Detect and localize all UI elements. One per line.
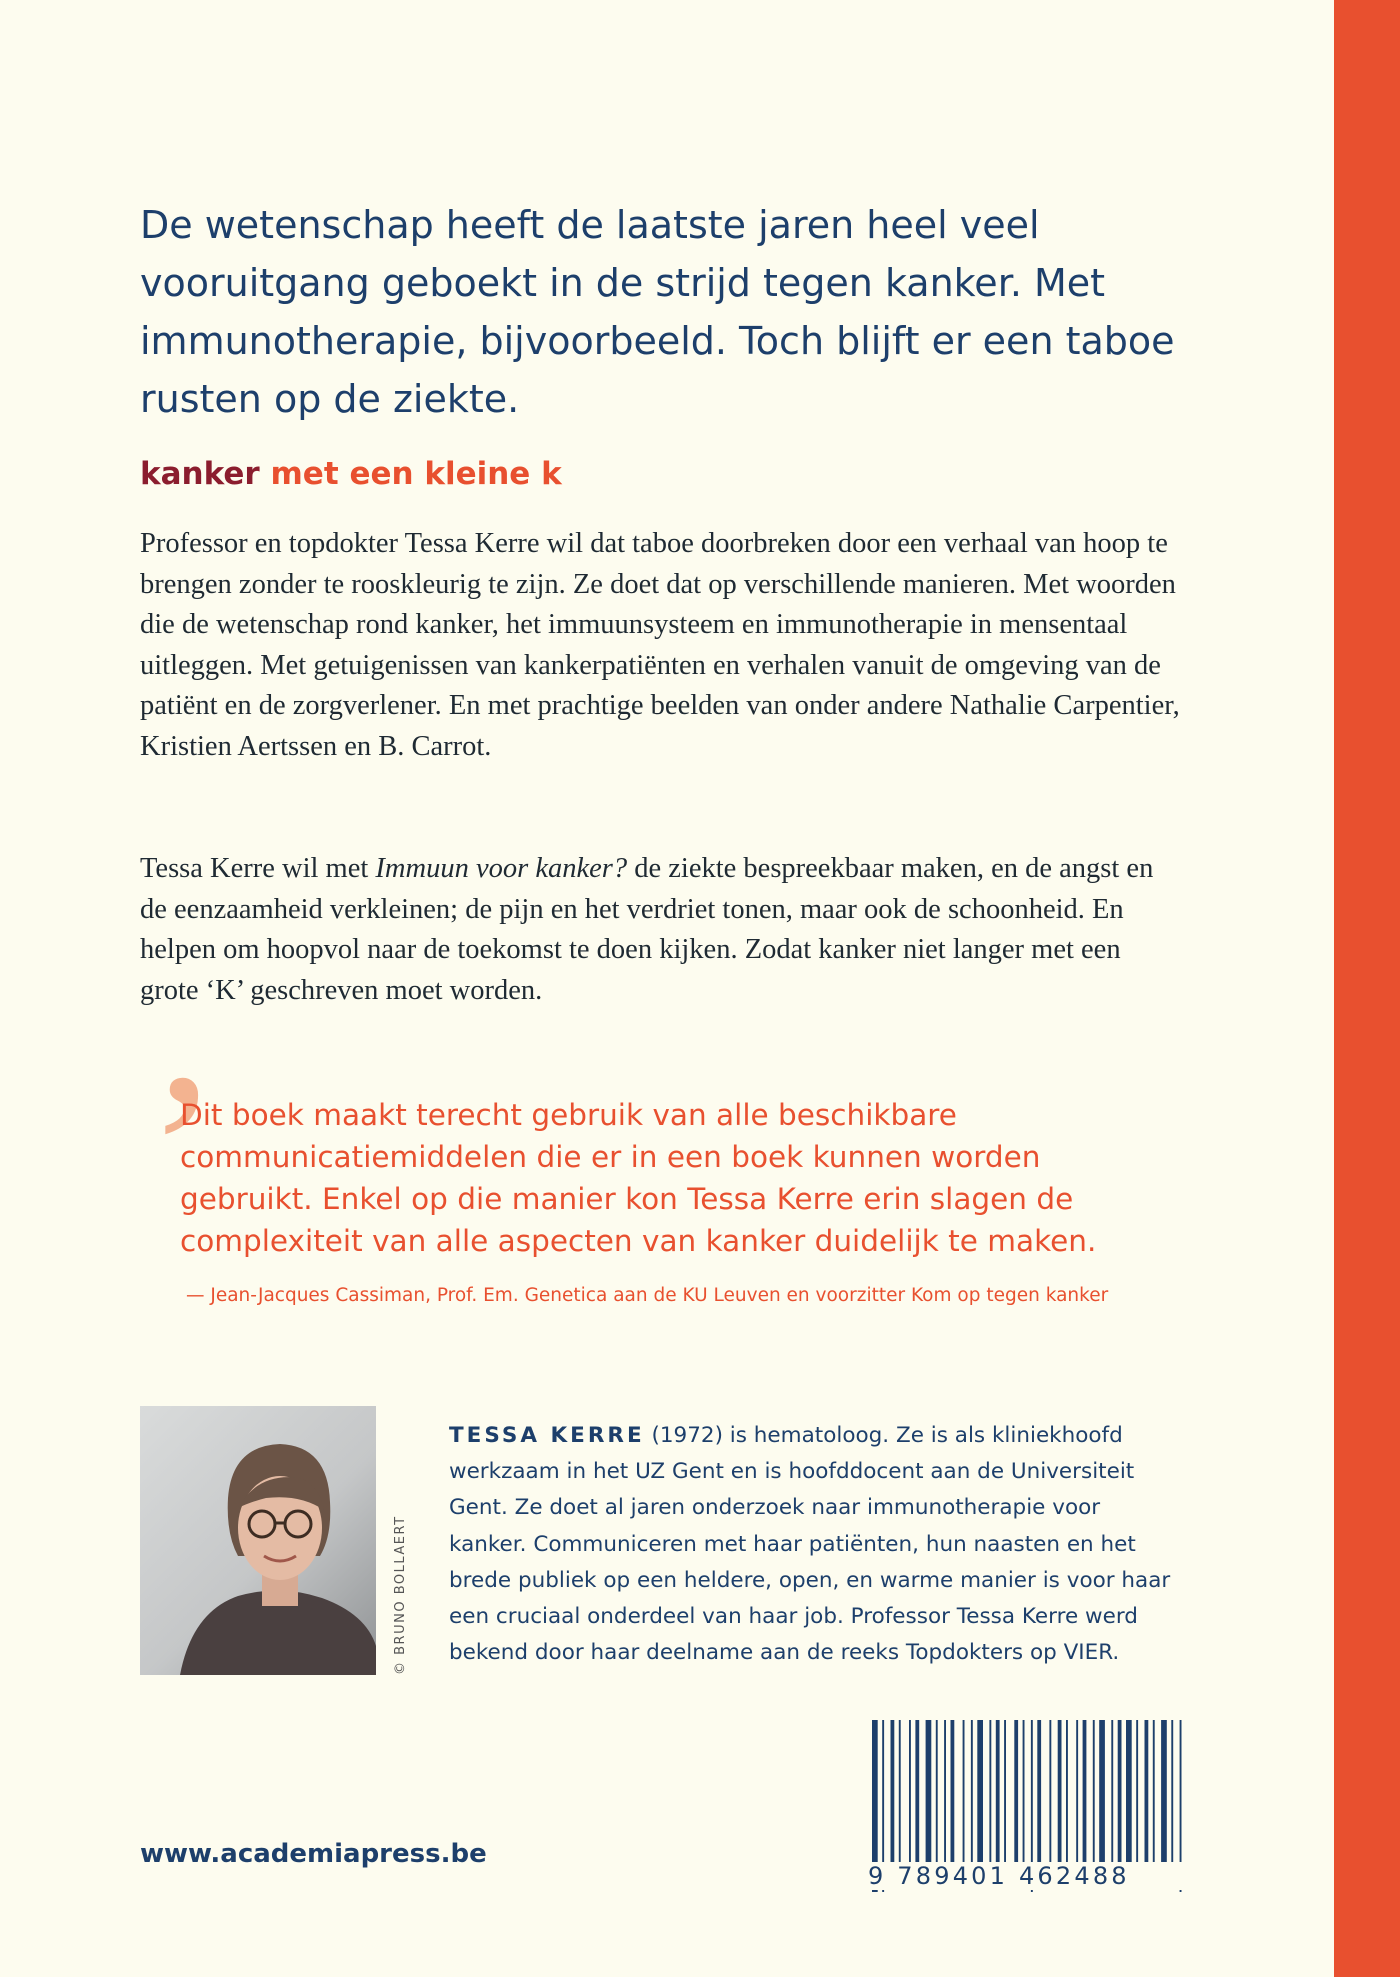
barcode-bar: [1076, 1720, 1078, 1864]
barcode-bar: [1126, 1720, 1132, 1864]
barcode-bar: [899, 1720, 901, 1864]
barcode-bar: [909, 1720, 911, 1864]
barcode-bar: [1153, 1720, 1155, 1864]
section-heading: [140, 452, 562, 496]
barcode-bar: [996, 1720, 1000, 1864]
barcode-bar: [1145, 1720, 1149, 1864]
quote-text: Dit boek maakt terecht gebruik van alle beschikbare communicatiemiddelen die er in een boek kunnen worden gebruikt. Enkel op die manier kon Tessa Kerre erin slagen de complexiteit van alle aspecten van kanker duidelijk te maken.: [180, 1098, 1097, 1258]
author-bio: [449, 1418, 1179, 1671]
barcode-bar: [951, 1720, 955, 1864]
author-name: TESSA KERRE: [449, 1423, 645, 1448]
barcode-bar: [944, 1720, 946, 1864]
barcode-bar: [1023, 1720, 1025, 1864]
barcode-bar: [936, 1720, 938, 1864]
barcode-bar: [1049, 1720, 1051, 1864]
publisher-website: www.academiapress.be: [140, 1839, 487, 1869]
barcode-bar: [989, 1720, 991, 1864]
barcode-bar: [1058, 1720, 1062, 1864]
author-bio-text: (1972) is hematoloog. Ze is als kliniekhoofd werkzaam in het UZ Gent en is hoofddocent aan de Universiteit Gent. Ze doet al jaren onderzoek naar immunotherapie voor kanker. Communiceren met haar patiënten, hun naasten en het brede publiek op een heldere, open, en warme manier is voor haar een cruciaal onderdeel van haar job. Professor Tessa Kerre werd bekend door haar deelname aan de reeks Topdokters op VIER.: [449, 1423, 1171, 1666]
barcode-bar: [1004, 1720, 1006, 1864]
barcode-bar: [891, 1720, 895, 1864]
paragraph-2-before: Tessa Kerre wil met: [140, 853, 376, 884]
barcode-bar: [1037, 1720, 1041, 1864]
barcode-bar: [1171, 1720, 1173, 1864]
barcode-bar: [1066, 1720, 1068, 1864]
author-photo: [140, 1406, 376, 1675]
barcode-bar: [963, 1720, 965, 1864]
barcode-bar: [1161, 1720, 1167, 1864]
barcode-bar: [1093, 1720, 1095, 1864]
barcode-bar: [915, 1720, 919, 1864]
body-paragraph-1: Professor en topdokter Tessa Kerre wil dat taboe doorbreken door een verhaal van hoop te brengen zonder te rooskleurig te zijn. Ze doet dat op verschillende manieren. Met woorden die de wetenschap rond kanker, het immuunsysteem en immunotherapie in mensentaal uitleggen. Met getuigenissen van kankerpatiënten en verhalen vanuit de omgeving van de patiënt en de zorgverlener. En met prachtige beelden van onder andere Nathalie Carpentier, Kristien Aertssen en B. Carrot.: [140, 528, 1180, 762]
quote-mark-icon: ’: [146, 1028, 220, 1272]
photo-credit: © BRUNO BOLLAERT: [393, 1515, 408, 1675]
barcode-bar: [1099, 1720, 1105, 1864]
body-paragraph-2: [140, 849, 1180, 1011]
barcode-bar: [971, 1720, 973, 1864]
heading-part-2: met een kleine k: [270, 456, 562, 492]
book-title: Immuun voor kanker?: [375, 853, 628, 884]
quote-attribution: — Jean-Jacques Cassiman, Prof. Em. Genetica aan de KU Leuven en voorzitter Kom op tegen kanker: [186, 1285, 1109, 1306]
barcode-bar: [977, 1720, 983, 1864]
barcode-bar: [1111, 1720, 1113, 1864]
barcode-bar: [1118, 1720, 1122, 1864]
spine-stripe: [1334, 0, 1400, 1977]
author-portrait-icon: [140, 1406, 376, 1675]
heading-part-1: kanker: [140, 456, 260, 492]
barcode-bar: [926, 1720, 932, 1864]
isbn-number: 9 789401 462488: [866, 1862, 1190, 1890]
paragraph-2-after: de ziekte bespreekbaar maken, en de angst en de eenzaamheid verkleinen; de pijn en het verdriet tonen, maar ook de schoonheid. En helpen om hoopvol naar de toekomst te doen kijken. Zodat kanker niet langer met een grote ‘K’ geschreven moet worden.: [140, 853, 1154, 1006]
barcode-bar: [1083, 1720, 1087, 1864]
intro-text: De wetenschap heeft de laatste jaren heel veel vooruitgang geboekt in de strijd tegen kanker. Met immunotherapie, bijvoorbeeld. Toch blijft er een taboe rusten op de ziekte.: [140, 203, 1175, 421]
barcode-bar: [1136, 1720, 1138, 1864]
barcode-bar: [1014, 1720, 1018, 1864]
